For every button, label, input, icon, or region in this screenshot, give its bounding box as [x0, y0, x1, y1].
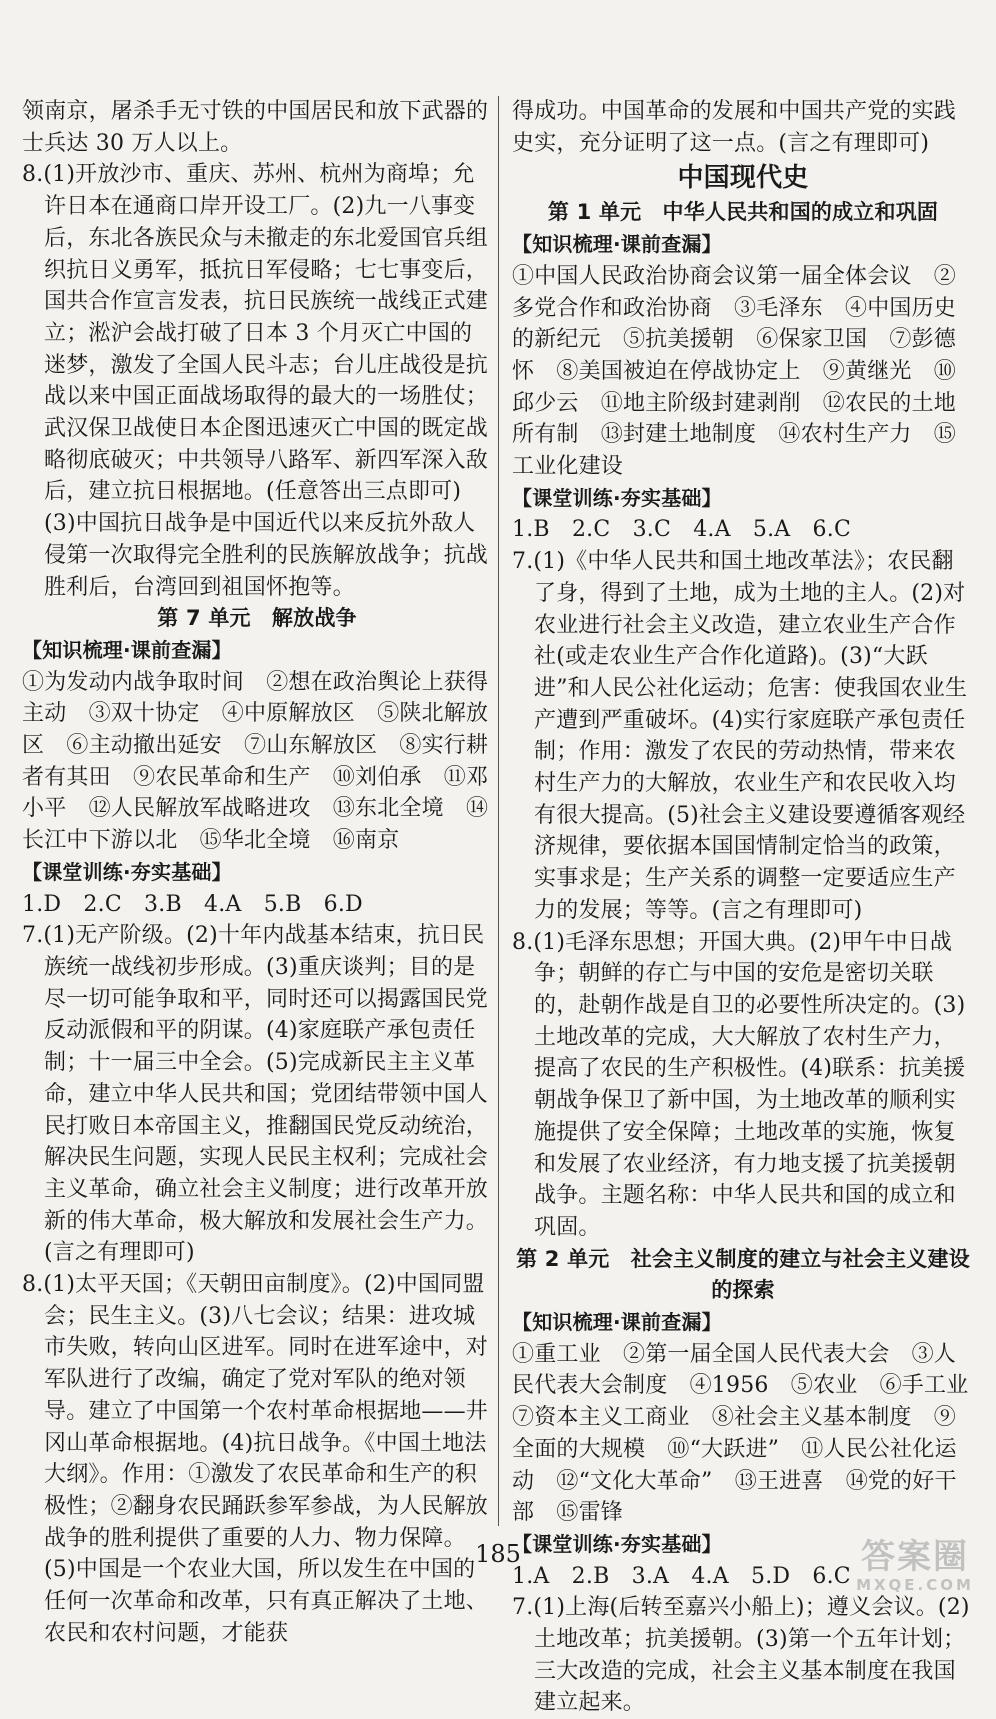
- section-tag: 【知识梳理·课前查漏】: [512, 1310, 722, 1335]
- section-tag: 【知识梳理·课前查漏】: [22, 637, 232, 662]
- answer-paragraph: 领南京，屠杀手无寸铁的中国居民和放下武器的士兵达 30 万人以上。: [22, 99, 489, 156]
- section-heading: 中国现代史: [677, 163, 809, 194]
- answer-paragraph: 1.B 2.C 3.C 4.A 5.A 6.C: [512, 517, 851, 543]
- page-number: 185: [475, 1540, 521, 1568]
- left-column: [22, 96, 492, 1649]
- answer-paragraph: ①为发动内战争取时间 ②想在政治舆论上获得主动 ③双十协定 ④中原解放区 ⑤陕北解放区 ⑥主动撤出延安 ⑦山东解放区 ⑧实行耕者有其田 ⑨农民革命和生产 ⑩刘伯承 ⑪邓小平 ⑫人民解放军战略进攻 ⑬东北全境 ⑭长江中下游以北 ⑮华北全境 ⑯南京: [22, 669, 489, 854]
- answer-paragraph: 1.A 2.B 3.A 4.A 5.D 6.C: [512, 1563, 851, 1589]
- answer-paragraph: 7.(1)无产阶级。(2)十年内战基本结束，抗日民族统一战线初步形成。(3)重庆谈判；目的是尽一切可能争取和平，同时还可以揭露国民党反动派假和平的阴谋。(4)家庭联产承包责任制；十一届三中全会。(5)完成新民主主义革命，建立中华人民共和国；党团结带领中国人民打败日本帝国主义，推翻国民党反动统治，解决民生问题，实现人民民主权利；完成社会主义革命，确立社会主义制度；进行改革开放新的伟大革命，极大解放和发展社会生产力。(言之有理即可): [22, 923, 489, 1266]
- answer-paragraph: 8.(1)开放沙市、重庆、苏州、杭州为商埠；允许日本在通商口岸开设工厂。(2)九一八事变后，东北各族民众与未撤走的东北爱国官兵组织抗日义勇军，抵抗日军侵略；七七事变后，国共合作宣言发表，抗日民族统一战线正式建立；淞沪会战打破了日本 3 个月灭亡中国的迷梦，激发了全国人民斗志；台儿庄战役是抗战以来中国正面战场取得的最大的一场胜仗；武汉保卫战使日本企图迅速灭亡中国的既定战略彻底破灭；中共领导八路军、新四军深入敌后，建立抗日根据地。(任意答出三点即可)(3)中国抗日战争是中国近代以来反抗外敌人侵第一次取得完全胜利的民族解放战争；抗战胜利后，台湾回到祖国怀抱等。: [22, 162, 489, 600]
- answer-paragraph: ①中国人民政治协商会议第一届全体会议 ②多党合作和政治协商 ③毛泽东 ④中国历史的新纪元 ⑤抗美援朝 ⑥保家卫国 ⑦彭德怀 ⑧美国被迫在停战协定上 ⑨黄继光 ⑩邱少云 ⑪地主阶级封建剥削 ⑫农民的土地所有制 ⑬封建土地制度 ⑭农村生产力 ⑮工业化建设: [512, 263, 957, 480]
- watermark-url: MXQE.COM: [856, 1576, 974, 1594]
- section-heading: 第 7 单元 解放战争: [157, 606, 357, 631]
- section-tag: 【课堂训练·夯实基础】: [512, 485, 722, 510]
- watermark-logo: [840, 1538, 990, 1596]
- answer-paragraph: 8.(1)毛泽东思想；开国大典。(2)甲午中日战争；朝鲜的存亡与中国的安危是密切关联的，赴朝作战是自卫的必要性所决定的。(3)土地改革的完成，大大解放了农村生产力，提高了农民的生产积极性。(4)联系：抗美援朝战争保卫了新中国，为土地改革的顺利实施提供了安全保障；土地改革的实施，恢复和发展了农业经济，有力地支援了抗美援朝战争。主题名称：中华人民共和国的成立和巩固。: [512, 929, 966, 1240]
- answer-paragraph: 8.(1)太平天国；《天朝田亩制度》。(2)中国同盟会；民生主义。(3)八七会议；结果：进攻城市失败，转向山区进军。同时在进军途中，对军队进行了改编，确定了党对军队的绝对领导。建立了中国第一个农村革命根据地——井冈山革命根据地。(4)抗日战争。《中国土地法大纲》。作用：①激发了农民革命和生产的积极性；②翻身农民踊跃参军参战，为人民解放战争的胜利提供了重要的人力、物力保障。(5)中国是一个农业大国，所以发生在中国的任何一次革命和改革，只有真正解决了土地、农民和农村问题，才能获: [22, 1272, 489, 1646]
- section-tag: 【课堂训练·夯实基础】: [22, 859, 232, 884]
- section-tag: 【知识梳理·课前查漏】: [512, 232, 722, 257]
- section-tag: 【课堂训练·夯实基础】: [512, 1531, 722, 1556]
- column-divider: [498, 96, 499, 1526]
- right-column: [512, 96, 991, 1719]
- answer-paragraph: 1.D 2.C 3.B 4.A 5.B 6.D: [22, 891, 363, 917]
- answer-paragraph: 得成功。中国革命的发展和中国共产党的实践史实，充分证明了这一点。(言之有理即可): [512, 99, 957, 156]
- answer-paragraph: 7.(1)上海(后转至嘉兴小船上)；遵义会议。(2)土地改革；抗美援朝。(3)第一个五年计划；三大改造的完成，社会主义基本制度在我国建立起来。: [512, 1595, 970, 1716]
- section-heading: 第 2 单元 社会主义制度的建立与社会主义建设的探索: [516, 1246, 970, 1303]
- answer-paragraph: ①重工业 ②第一届全国人民代表大会 ③人民代表大会制度 ④1956 ⑤农业 ⑥手工业 ⑦资本主义工商业 ⑧社会主义基本制度 ⑨全面的大规模 ⑩“大跃进” ⑪人民公社化运动 ⑫“文化大革命” ⑬王进喜 ⑭党的好干部 ⑮雷锋: [512, 1341, 991, 1526]
- watermark-title: 答案圈: [861, 1537, 969, 1577]
- answer-paragraph: 7.(1)《中华人民共和国土地改革法》；农民翻了身，得到了土地，成为土地的主人。(2)对农业进行社会主义改造，建立农业生产合作社(或走农业生产合作化道路)。(3)“大跃进”和人民公社化运动；危害：使我国农业生产遭到严重破坏。(4)实行家庭联产承包责任制；作用：激发了农民的劳动热情，带来农村生产力的大解放，农业生产和农民收入均有很大提高。(5)社会主义建设要遵循客观经济规律，要依据本国国情制定恰当的政策，实事求是；生产关系的调整一定要适应生产力的发展；等等。(言之有理即可): [512, 549, 968, 923]
- section-heading: 第 1 单元 中华人民共和国的成立和巩固: [547, 200, 939, 225]
